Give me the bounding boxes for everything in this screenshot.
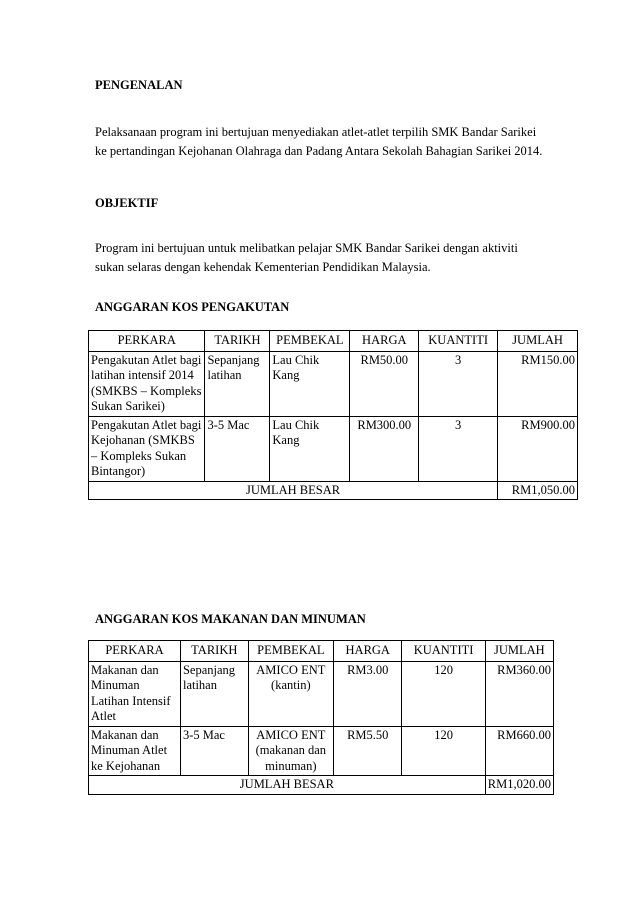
- price-cell: RM50.00: [350, 351, 419, 416]
- table-row: [89, 416, 578, 481]
- price-cell: RM5.50: [334, 726, 402, 776]
- table-header-row: [89, 641, 554, 662]
- column-header: PERKARA: [89, 641, 181, 662]
- item-cell: Pengakutan Atlet bagi Kejohanan (SMKBS – Kompleks Sukan Bintangor): [89, 416, 205, 481]
- date-cell: 3-5 Mac: [205, 416, 270, 481]
- item-cell: Makanan dan Minuman Latihan Intensif Atlet: [89, 661, 181, 726]
- column-header: HARGA: [334, 641, 402, 662]
- intro-heading: PENGENALAN: [95, 78, 183, 92]
- date-cell: 3-5 Mac: [180, 726, 248, 776]
- total-value: RM1,020.00: [485, 776, 553, 795]
- price-cell: RM300.00: [350, 416, 419, 481]
- column-header: HARGA: [350, 331, 419, 352]
- amount-cell: RM360.00: [485, 661, 553, 726]
- column-header: KUANTITI: [402, 641, 485, 662]
- objective-paragraph: Program ini bertujuan untuk melibatkan pelajar SMK Bandar Sarikei dengan aktiviti sukan selaras dengan kehendak Kementerian Pendidikan Malaysia.: [95, 241, 518, 274]
- food-heading: ANGGARAN KOS MAKANAN DAN MINUMAN: [95, 612, 366, 626]
- column-header: JUMLAH: [498, 331, 578, 352]
- column-header: PERKARA: [89, 331, 205, 352]
- table-row: [89, 661, 554, 726]
- amount-cell: RM150.00: [498, 351, 578, 416]
- total-label: JUMLAH BESAR: [89, 481, 498, 500]
- total-row: [89, 776, 554, 795]
- table-row: [89, 351, 578, 416]
- total-value: RM1,050.00: [498, 481, 578, 500]
- date-cell: Sepanjang latihan: [180, 661, 248, 726]
- objective-heading: OBJEKTIF: [95, 196, 159, 210]
- date-cell: Sepanjang latihan: [205, 351, 270, 416]
- column-header: PEMBEKAL: [270, 331, 350, 352]
- intro-paragraph: Pelaksanaan program ini bertujuan menyediakan atlet-atlet terpilih SMK Bandar Sarikei ke pertandingan Kejohanan Olahraga dan Padang Antara Sekolah Bahagian Sarikei 2014.: [95, 125, 543, 158]
- column-header: PEMBEKAL: [248, 641, 334, 662]
- column-header: KUANTITI: [419, 331, 498, 352]
- total-label: JUMLAH BESAR: [89, 776, 486, 795]
- item-cell: Pengakutan Atlet bagi latihan intensif 2014 (SMKBS – Kompleks Sukan Sarikei): [89, 351, 205, 416]
- column-header: JUMLAH: [485, 641, 553, 662]
- supplier-cell: Lau Chik Kang: [270, 351, 350, 416]
- quantity-cell: 3: [419, 351, 498, 416]
- quantity-cell: 3: [419, 416, 498, 481]
- transport-cost-table: [88, 330, 578, 500]
- supplier-cell: AMICO ENT (makanan dan minuman): [248, 726, 334, 776]
- price-cell: RM3.00: [334, 661, 402, 726]
- column-header: TARIKH: [180, 641, 248, 662]
- food-cost-table: [88, 640, 554, 795]
- item-cell: Makanan dan Minuman Atlet ke Kejohanan: [89, 726, 181, 776]
- table-header-row: [89, 331, 578, 352]
- amount-cell: RM900.00: [498, 416, 578, 481]
- total-row: [89, 481, 578, 500]
- supplier-cell: Lau Chik Kang: [270, 416, 350, 481]
- supplier-cell: AMICO ENT (kantin): [248, 661, 334, 726]
- column-header: TARIKH: [205, 331, 270, 352]
- quantity-cell: 120: [402, 661, 485, 726]
- transport-heading: ANGGARAN KOS PENGAKUTAN: [95, 300, 290, 314]
- amount-cell: RM660.00: [485, 726, 553, 776]
- quantity-cell: 120: [402, 726, 485, 776]
- table-row: [89, 726, 554, 776]
